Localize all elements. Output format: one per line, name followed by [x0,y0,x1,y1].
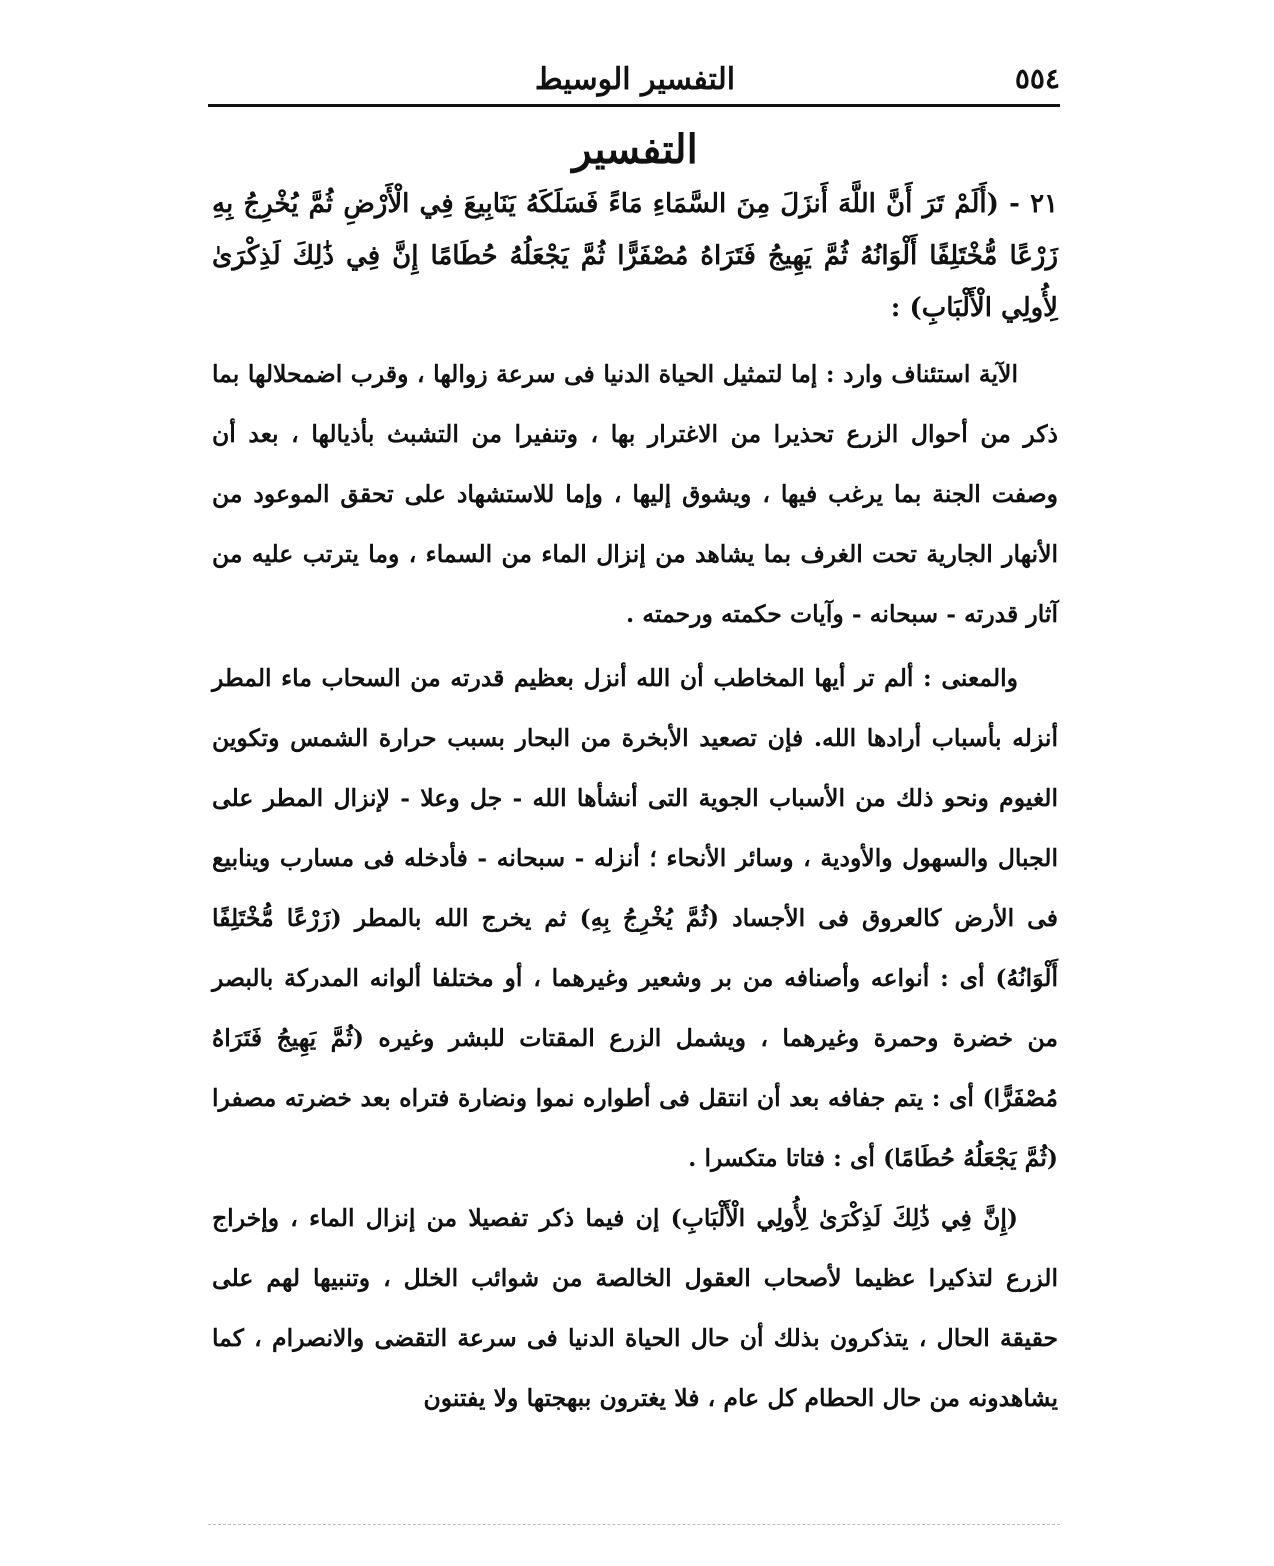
page-number: ٥٥٤ [1014,62,1060,95]
paragraph-meaning: والمعنى : ألم تر أيها المخاطب أن الله أنزل بعظيم قدرته من السحاب ماء المطر أنزله بأسباب أرادها الله. فإن تصعيد الأبخرة من البحار بسبب حرارة الشمس وتكوين الغيوم ونحو ذلك من الأسباب الجوية التى أنشأها الله - جل وعلا - لإنزال المطر على الجبال والسهول والأودية ، وسائر الأنحاء ؛ أنزله - سبحانه - فأدخله فى مسارب وينابيع فى الأرض كالعروق فى الأجساد (ثُمَّ يُخْرِجُ بِهِ) ثم يخرج الله بالمطر (زَرْعًا مُّخْتَلِفًا أَلْوَانُهُ) أى : أنواعه وأصنافه من بر وشعير وغيرهما ، أو مختلفا ألوانه المدركة بالبصر من خضرة وحمرة وغيرهما ، ويشمل الزرع المقتات للبشر وغيره (ثُمَّ يَهِيجُ فَتَرَاهُ مُصْفَرًّا) أى : يتم جفافه بعد أن انتقل فى أطواره نموا ونضارة فتراه بعد خضرته مصفرا (ثُمَّ يَجْعَلُهُ حُطَامًا) أى : فتاتا متكسرا . [212,664,1058,1172]
paragraph-lesson: (إِنَّ فِي ذَٰلِكَ لَذِكْرَىٰ لِأُولِي الْأَلْبَابِ) إن فيما ذكر تفصيلا من إنزال الماء ، وإخراج الزرع لتذكيرا عظيما لأصحاب العقول الخالصة من شوائب الخلل ، وتنبيها لهم على حقيقة الحال ، يتذكرون بذلك أن حال الحياة الدنيا فى سرعة التقضى والانصرام ، كما يشاهدونه من حال الحطام كل عام ، فلا يغترون ببهجتها ولا يفتنون [212,1204,1058,1412]
page-header [210,62,1060,102]
section-title: التفسير [572,126,698,173]
header-rule [208,104,1060,107]
verse-text: ٢١ - (أَلَمْ تَرَ أَنَّ اللَّهَ أَنزَلَ مِنَ السَّمَاءِ مَاءً فَسَلَكَهُ يَنَابِيعَ فِي الْأَرْضِ ثُمَّ يُخْرِجُ بِهِ زَرْعًا مُّخْتَلِفًا أَلْوَانُهُ ثُمَّ يَهِيجُ فَتَرَاهُ مُصْفَرًّا ثُمَّ يَجْعَلُهُ حُطَامًا إِنَّ فِي ذَٰلِكَ لَذِكْرَىٰ لِأُولِي الْأَلْبَابِ) : [212,189,1058,323]
running-title: التفسير الوسيط [534,62,736,97]
paragraph-intro: الآية استئناف وارد : إما لتمثيل الحياة الدنيا فى سرعة زوالها ، وقرب اضمحلالها بما ذكر من أحوال الزرع تحذيرا من الاغترار بها ، وتنفيرا من التشبث بأذيالها ، بعد أن وصفت الجنة بما يرغب فيها ، ويشوق إليها ، وإما للاستشهاد على تحقق الموعود من الأنهار الجارية تحت الغرف بما يشاهد من إنزال الماء من السماء ، وما يترتب عليه من آثار قدرته - سبحانه - وآيات حكمته ورحمته . [212,360,1058,628]
footer-rule [208,1524,1060,1525]
